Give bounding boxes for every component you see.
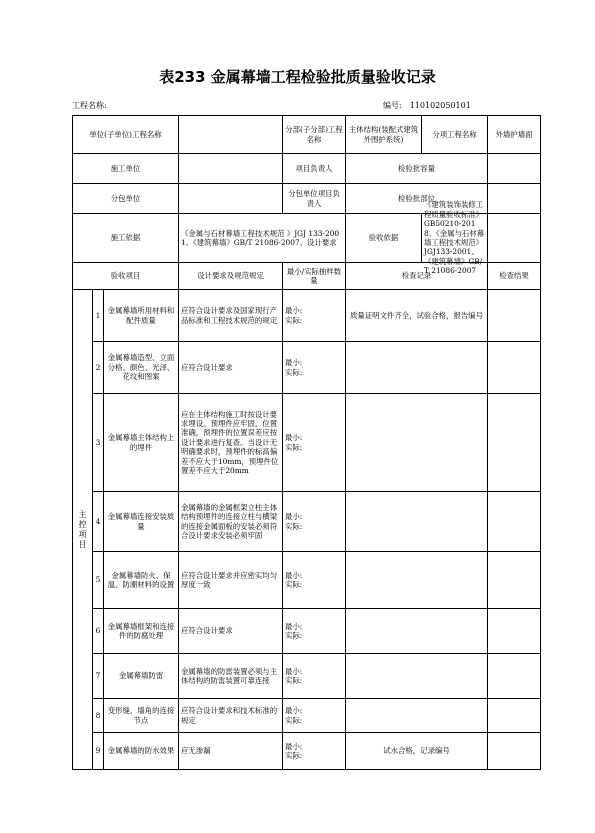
row-result (488, 290, 541, 342)
sample-min-label: 最小: (285, 433, 303, 443)
unit-value (179, 116, 283, 154)
sample-min-label: 最小: (285, 570, 303, 580)
row-result (488, 394, 541, 492)
row-sample (283, 492, 346, 552)
row-requirement: 应符合设计要求 (179, 342, 283, 394)
page-title: 表233 金属幕墙工程检验批质量验收记录 (159, 68, 436, 86)
row-sample (283, 654, 346, 699)
main-control-rows (73, 290, 541, 770)
sample-min-label: 最小: (285, 706, 303, 716)
row-requirement: 应在主体结构施工时按设计要求埋设。预埋件应牢固，位置准确，预埋件的位置误差应按设计要求进行复查。当设计无明确要求时，预埋件的标高偏差不应大于10mm，预埋件位置差不应大于20mm (179, 394, 283, 492)
row-record (346, 342, 488, 394)
row-record (346, 394, 488, 492)
row-result (488, 552, 541, 609)
batch-part-value (488, 184, 541, 214)
number-label: 编号: (383, 101, 402, 110)
batch-capacity-label: 检验批容量 (346, 154, 488, 184)
row-result (488, 492, 541, 552)
section-label-cell (73, 290, 93, 770)
table-row (73, 654, 541, 699)
row-requirement: 应符合设计要求及国家现行产品标准和工程技术规范的规定 (179, 290, 283, 342)
project-lead-label: 项目负责人 (283, 154, 346, 184)
sample-actual-label: 实际: (285, 367, 303, 377)
row-requirement: 应符合设计要求和技术标准的规定 (179, 699, 283, 733)
row-record (346, 699, 488, 733)
sample-actual-label: 实际: (285, 442, 303, 452)
row-item: 金属幕墙主体结构上的埋件 (104, 394, 179, 492)
row-item: 金属幕墙防雷 (104, 654, 179, 699)
row-item: 金属幕墙造型、立面分格、颜色、光泽、花纹和图案 (104, 342, 179, 394)
row-number: 3 (93, 394, 104, 492)
row-number: 6 (93, 609, 104, 654)
row-sample (283, 290, 346, 342)
inspection-table (72, 115, 541, 770)
item-project-value: 外墙护墙面 (488, 116, 541, 154)
row-record (346, 609, 488, 654)
row-item: 金属幕墙所用材料和配件质量 (104, 290, 179, 342)
row-requirement: 应符合设计要求 (179, 609, 283, 654)
batch-capacity-value (488, 154, 541, 184)
row-item: 金属幕墙的防水效果 (104, 733, 179, 770)
row-number: 5 (93, 552, 104, 609)
section-label: 主控项目 (78, 509, 87, 549)
subpart-value: 主体结构(装配式建筑外围护系统) (346, 116, 422, 153)
row-sample (283, 699, 346, 733)
sample-actual-label: 实际: (285, 580, 303, 589)
table-row (73, 492, 541, 552)
row-number: 1 (93, 290, 104, 342)
construction-unit-value (179, 154, 283, 184)
row-record: 试水合格，记录编号 (346, 733, 488, 770)
col-record: 检查记录 (346, 263, 488, 290)
table-row (73, 394, 541, 492)
row-number: 4 (93, 492, 104, 552)
row-record (346, 492, 488, 552)
row-item: 金属幕墙框架和连接件的防腐处理 (104, 609, 179, 654)
row-record (346, 552, 488, 609)
col-result: 检查结果 (488, 263, 541, 290)
row-result (488, 609, 541, 654)
basis-value: 《金属与石材幕墙工程技术规范 》JGJ 133-2001、《建筑幕墙》GB/T 21086-2007、设计要求 (179, 214, 346, 263)
sample-min-label: 最小: (285, 306, 303, 316)
row-sample (283, 733, 346, 770)
project-name-label: 工程名称: (72, 101, 107, 110)
table-row (73, 290, 541, 342)
sample-min-label: 最小: (285, 512, 303, 522)
row-item: 金属幕墙连接安装质量 (104, 492, 179, 552)
row-number: 8 (93, 699, 104, 733)
row-number: 2 (93, 342, 104, 394)
row-result (488, 733, 541, 770)
row-sample (283, 394, 346, 492)
table-row (73, 552, 541, 609)
sample-actual-label: 实际: (285, 631, 303, 640)
acceptance-basis-label: 验收依据 (346, 214, 422, 262)
sample-actual-label: 实际: (285, 715, 303, 725)
table-row (73, 733, 541, 770)
row-number: 9 (93, 733, 104, 770)
unit-label: 单位(子单位)工程名称 (73, 116, 179, 154)
basis-label: 施工依据 (73, 214, 179, 263)
row-item: 金属幕墙防火、保温、防潮材料的设置 (104, 552, 179, 609)
number-field (383, 100, 479, 111)
row-record (346, 654, 488, 699)
subcontract-unit-value (179, 184, 283, 214)
number-value: 110102050101 (409, 101, 471, 110)
sample-actual-label: 实际: (285, 676, 303, 685)
acceptance-basis-value: 《建筑装饰装修工程质量验收标准》GB50210-2018、《金属与石材幕墙工程技术规范》JGJ133-2001、《建筑幕墙》GB/T 21086-2007 (424, 200, 485, 276)
row-result (488, 342, 541, 394)
sample-actual-label: 实际: (285, 751, 303, 760)
col-requirement: 设计要求及规范规定 (179, 263, 283, 290)
subpart-label: 分部(子分部)工程名称 (283, 116, 346, 154)
row-sample (283, 609, 346, 654)
sample-min-label: 最小: (285, 358, 303, 368)
sample-min-label: 最小: (285, 666, 303, 676)
row-result (488, 699, 541, 733)
table-row (73, 609, 541, 654)
row-number: 7 (93, 654, 104, 699)
col-items: 验收项目 (73, 263, 179, 290)
table-row (73, 342, 541, 394)
row-requirement: 金属幕墙的防雷装置必须与主体结构的防雷装置可靠连接 (179, 654, 283, 699)
row-result (488, 654, 541, 699)
construction-unit-label: 施工单位 (73, 154, 179, 184)
table-row (73, 699, 541, 733)
col-sample: 最小/实际抽样数量 (283, 263, 346, 290)
item-project-label: 分项工程名称 (432, 129, 477, 139)
sample-min-label: 最小: (285, 621, 303, 631)
row-requirement: 应无渗漏 (179, 733, 283, 770)
sample-actual-label: 实际: (285, 315, 303, 325)
subcontract-lead-label: 分包单位项目负责人 (283, 184, 346, 214)
row-requirement: 金属幕墙的金属框架立柱主体结构预埋件的连接立柱与横梁的连接金属面板的安装必须符合设计要求安装必须牢固 (179, 492, 283, 552)
row-record: 质量证明文件齐全，试验合格，报告编号 (346, 290, 488, 342)
batch-part-label: 检验批部位 (346, 184, 488, 214)
sample-min-label: 最小: (285, 741, 303, 751)
sample-actual-label: 实际: (285, 521, 303, 531)
row-item: 变形缝、墙角的连接节点 (104, 699, 179, 733)
row-sample (283, 342, 346, 394)
row-requirement: 应符合设计要求并应密实均匀厚度一致 (179, 552, 283, 609)
subcontract-unit-label: 分包单位 (73, 184, 179, 214)
row-sample (283, 552, 346, 609)
